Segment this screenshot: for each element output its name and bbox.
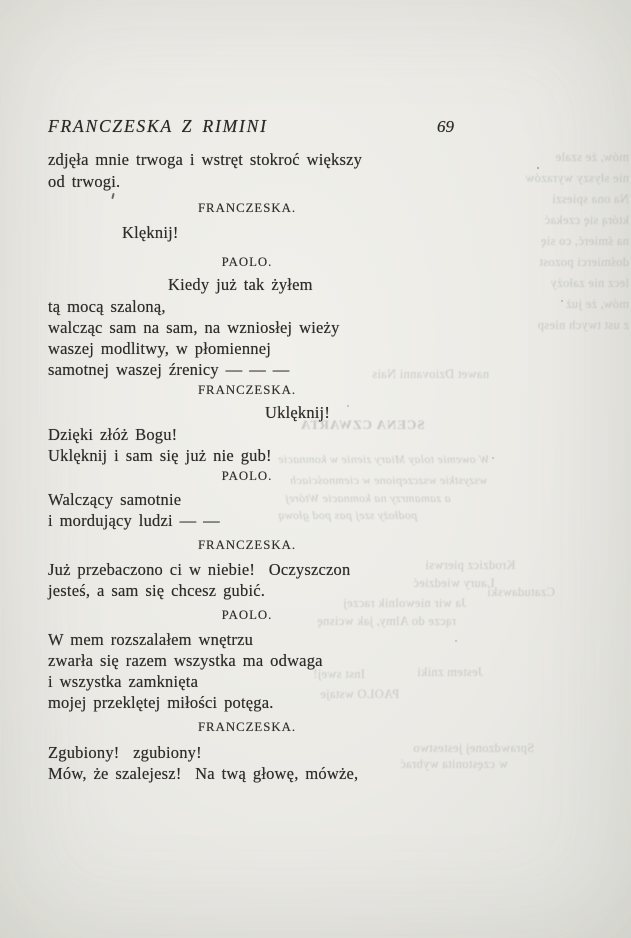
bleedthrough-text: którą się czekać — [544, 213, 629, 227]
bleedthrough-text: SCENA CZWARTA — [300, 417, 425, 432]
paper-speck — [347, 405, 349, 407]
bleedthrough-text: Na ona spieszi — [551, 192, 629, 206]
dialogue-line: zdjęła mnie trwoga i wstręt stokroć większy — [48, 150, 363, 169]
bleedthrough-text: mów, że już — [565, 297, 629, 311]
bleedthrough-text: Laury wiedzieć — [413, 576, 495, 590]
dialogue-line: samotnej waszej źrenicy — — — — [48, 360, 290, 379]
dialogue-line: walcząc sam na sam, na wzniosłej wieży — [48, 318, 340, 337]
dialogue-line: tą mocą szaloną, — [48, 297, 166, 316]
page-header-title: FRANCZESKA Z RIMINI — [48, 116, 268, 136]
bleedthrough-text: nawet Dziovanni Nais — [372, 367, 490, 381]
speaker-label: PAOLO. — [221, 608, 273, 622]
bleedthrough-text: Ja wir niewolnik raczej — [343, 596, 467, 610]
dialogue-line: i mordujący ludzi — — — [48, 511, 220, 530]
dialogue-line: mojej przeklętej miłości potęga. — [48, 693, 274, 712]
bleedthrough-text: lecz nie założy — [550, 276, 629, 290]
bleedthrough-text: a zamamrzy na komnacie Wtórej — [285, 491, 451, 505]
dialogue-line: Mów, że szalejesz! Na twą głowę, mówże, — [48, 764, 359, 783]
bleedthrough-text: nie słyszy wyrazów — [525, 171, 629, 185]
dialogue-line: zwarła się razem wszystka ma odwaga — [48, 651, 323, 670]
dialogue-line: W mem rozszalałem wnętrzu — [48, 630, 254, 649]
dialogue-line: i wszystka zamknięta — [48, 672, 199, 691]
speaker-label: FRANCZESKA. — [197, 538, 297, 552]
dialogue-line: Zgubiony! zgubiony! — [48, 743, 202, 762]
print-artifact — [111, 193, 114, 199]
bleedthrough-text: Sprawdzonej jestestwo — [413, 741, 535, 755]
dialogue-line: Klęknij! — [122, 223, 179, 242]
dialogue-line: Uklęknij! — [265, 403, 331, 422]
speaker-label: FRANCZESKA. — [197, 383, 297, 397]
bleedthrough-text: W owemie tolay Miary zienie w komnacie — [278, 452, 490, 466]
bleedthrough-text: w częstonita wybrać — [400, 757, 508, 771]
paper-speck — [537, 167, 539, 169]
dialogue-line: Uklęknij i sam się już nie gub! — [48, 446, 272, 465]
dialogue-line: waszej modlitwy, w płomiennej — [48, 339, 272, 358]
dialogue-line: Dzięki złóż Bogu! — [48, 425, 178, 444]
bleedthrough-text: Czatudawski — [487, 585, 555, 599]
speaker-label: FRANCZESKA. — [197, 720, 297, 734]
bleedthrough-text: Krodzicz pierwsi — [425, 558, 516, 572]
bleedthrough-text: mów, że szale — [555, 150, 629, 164]
bleedthrough-text: Jestem zniki — [417, 665, 483, 679]
page-number: 69 — [437, 117, 454, 136]
dialogue-line: jesteś, a sam się chcesz gubić. — [48, 581, 266, 600]
paper-speck — [455, 640, 457, 642]
bleedthrough-text: wszystkie wszczepione w ciemnościach — [290, 473, 488, 487]
paper-speck — [561, 300, 563, 302]
bleedthrough-text: rącze do Almy, jak wcisnę — [317, 614, 456, 628]
dialogue-line: od trwogi. — [48, 172, 121, 191]
dialogue-line: Kiedy już tak żyłem — [168, 275, 313, 294]
bleedthrough-text: na śmierć, co się — [540, 234, 629, 248]
bleedthrough-text: z ust twych niesp — [537, 318, 629, 332]
bleedthrough-text: dośmierci pozost — [539, 255, 629, 269]
bleedthrough-text: PAOLO wstaje — [320, 687, 400, 701]
bleedthrough-text: Inst swej! — [313, 667, 365, 681]
bleedthrough-text: podłoży szej pas pod głową — [278, 508, 418, 522]
dialogue-line: Już przebaczono ci w niebie! Oczyszczon — [48, 560, 351, 579]
dialogue-line: Walczący samotnie — [48, 490, 182, 509]
speaker-label: PAOLO. — [221, 469, 273, 483]
speaker-label: FRANCZESKA. — [197, 201, 297, 215]
paper-speck — [492, 457, 494, 459]
speaker-label: PAOLO. — [221, 255, 273, 269]
